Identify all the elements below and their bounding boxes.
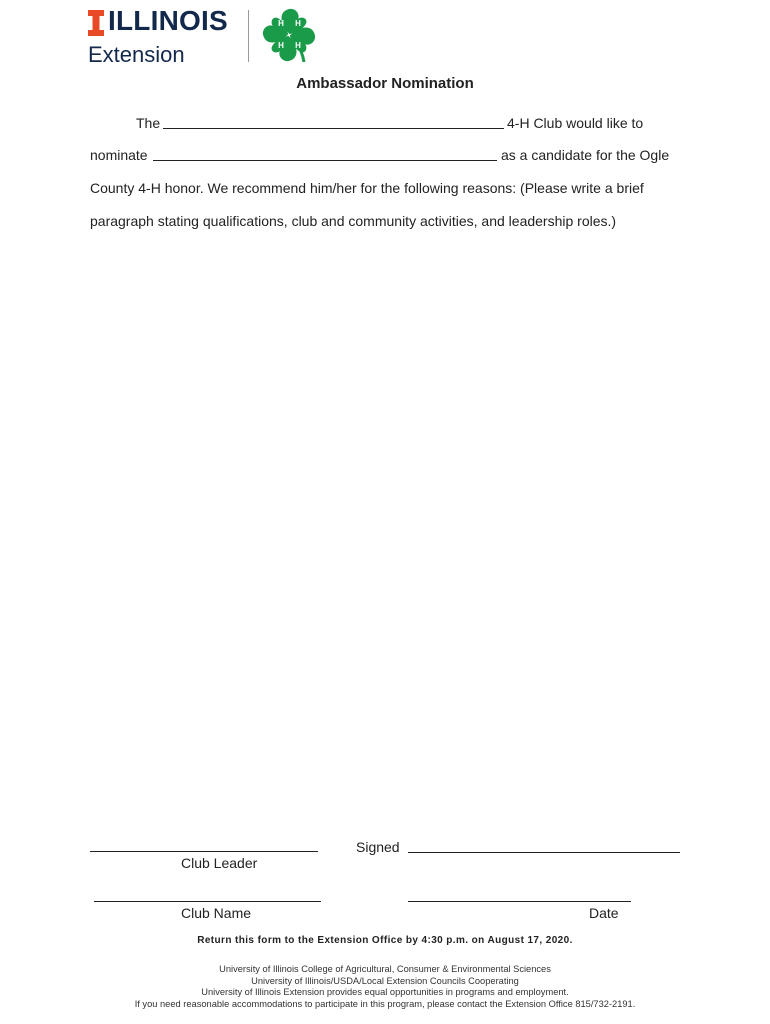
four-h-clover-logo [262,8,320,71]
club-name-line[interactable] [94,901,321,902]
footer [0,964,770,1010]
instruction-line-3: County 4-H honor. We recommend him/her for the following reasons: (Please write a brief [90,180,644,196]
line2-prefix: nominate [90,147,148,163]
club-name-blank[interactable] [163,115,504,129]
club-leader-label: Club Leader [181,855,258,871]
signed-label: Signed [356,839,400,855]
footer-line: If you need reasonable accommodations to participate in this program, please contact the Extension Office 815/732-2191. [134,998,636,1009]
logo-divider [248,10,249,62]
clover-leaf-letter: H [295,19,301,28]
line1-suffix: 4-H Club would like to [507,115,644,131]
footer-line: University of Illinois/USDA/Local Extension Councils Cooperating [251,975,519,986]
club-name-label: Club Name [181,905,252,921]
date-label: Date [589,905,619,921]
line2-suffix: as a candidate for the Ogle [501,147,670,163]
signed-signature-line[interactable] [408,852,680,853]
reasons-writing-area[interactable] [90,240,680,830]
block-i-icon [88,10,104,36]
illinois-wordmark: ILLINOIS [108,5,228,36]
clover-leaf-letter: H [278,19,284,28]
line1-prefix: The [136,115,161,131]
clover-leaf-letter: H [278,41,284,50]
return-instructions: Return this form to the Extension Office by 4:30 p.m. on August 17, 2020. [197,935,573,946]
clover-leaf-letter: H [295,41,301,50]
clover-icon [262,8,320,66]
club-leader-signature-line[interactable] [90,851,318,852]
extension-wordmark: Extension [88,42,185,67]
instruction-line-4: paragraph stating qualifications, club and community activities, and leadership roles.) [90,213,617,229]
date-line[interactable] [408,901,631,902]
footer-line: University of Illinois College of Agricultural, Consumer & Environmental Sciences [219,964,551,974]
page-title: Ambassador Nomination [296,75,474,92]
nominee-name-blank[interactable] [153,147,497,161]
illinois-extension-logo [88,5,238,68]
footer-line: University of Illinois Extension provides equal opportunities in programs and employment. [201,987,569,997]
